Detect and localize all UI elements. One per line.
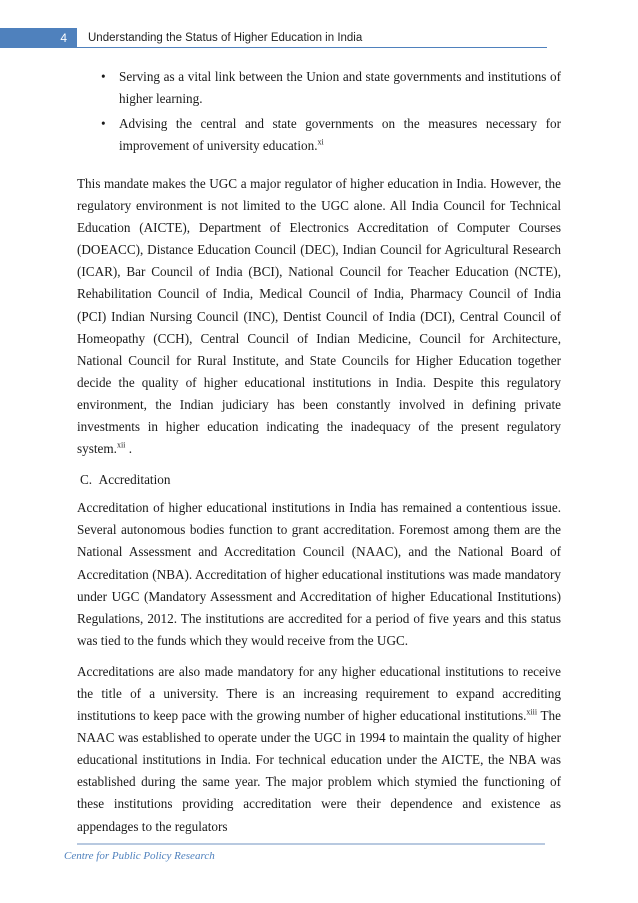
header-divider — [77, 47, 547, 48]
list-item — [77, 113, 561, 157]
footer-org-name: Centre for Public Policy Research — [64, 850, 215, 862]
bullet-icon: • — [101, 69, 106, 84]
paragraph-accreditation-mandatory — [77, 661, 561, 838]
paragraph-text-continued: The NAAC was established to operate under the UGC in 1994 to maintain the quality of higher educational institutions in India. For technical education under the AICTE, the NBA was established during the same year. The major problem which stymied the functioning of these institutions providing accreditation were their dependence and existence as appendages to the regulators — [77, 708, 561, 834]
bullet-list — [77, 66, 561, 157]
paragraph-tail: . — [125, 441, 132, 457]
paragraph-regulators — [77, 173, 561, 460]
page-number-badge — [0, 28, 77, 48]
bullet-text: Serving as a vital link between the Union and state governments and institutions of higher learning. — [119, 69, 561, 106]
paragraph-text: Accreditation of higher educational institutions in India has remained a contentious issue. Several autonomous bodies function to grant accreditation. Foremost among them are the National Assessment and Accreditation Council (NAAC), and the National Board of Accreditation (NBA). Accreditation of higher educational institutions was made mandatory under UGC (Mandatory Assessment and Accreditation of higher Educational Institutions) Regulations, 2012. The institutions are accredited for a period of five years and this status was tied to the funds which they would receive from the UGC. — [77, 500, 561, 648]
footnote-ref[interactable]: xi — [317, 137, 324, 147]
footnote-ref[interactable]: xii — [116, 440, 126, 450]
section-heading: C. Accreditation — [80, 472, 171, 488]
paragraph-accreditation — [77, 497, 561, 652]
list-item — [77, 66, 561, 110]
bullet-icon: • — [101, 116, 106, 131]
page-header — [0, 28, 638, 48]
footer-divider — [77, 843, 545, 845]
paragraph-text: Accreditations are also made mandatory for any higher educational institutions to receive the title of a university. There is an increasing requirement to expand accrediting institutions to keep pace with the growing number of higher educational institutions. — [77, 663, 561, 724]
header-title: Understanding the Status of Higher Education in India — [88, 32, 363, 44]
bullet-text: Advising the central and state governments on the measures necessary for improvement of university education. — [119, 116, 561, 153]
page-body — [77, 66, 561, 847]
page-number: 4 — [60, 31, 67, 45]
footnote-ref[interactable]: xiii — [526, 707, 538, 717]
paragraph-text: This mandate makes the UGC a major regulator of higher education in India. However, the regulatory environment is not limited to the UGC alone. All India Council for Technical Education (AICTE), Department of Electronics Accreditation of Computer Courses (DOEACC), Distance Education Council (DEC), Indian Council for Agricultural Research (ICAR), Bar Council of India (BCI), National Council for Teacher Education (NCTE), Rehabilitation Council of India, Medical Council of India, Pharmacy Council of India (PCI) Indian Nursing Council (INC), Dentist Council of India (DCI), Central Council of Homeopathy (CCH), Central Council of Indian Medicine, Council for Architecture, National Council for Rural Institute, and State Councils for Higher Education together decide the quality of higher educational institutions in India. Despite this regulatory environment, the Indian judiciary has been constantly involved in defining private investments in higher education indicating the inadequacy of the present regulatory system. — [77, 176, 561, 457]
